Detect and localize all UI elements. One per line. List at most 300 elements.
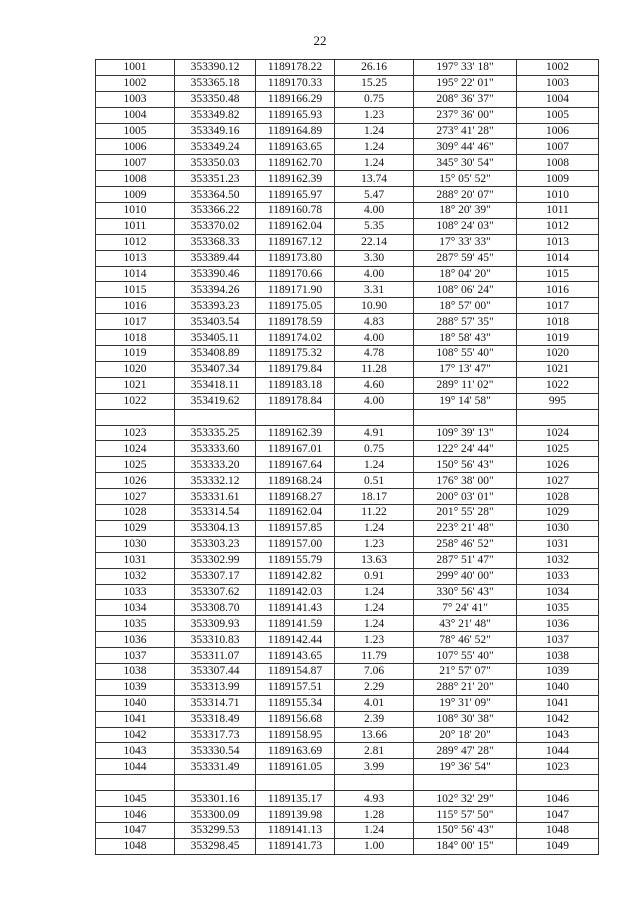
point-id-cell: 1048 (96, 838, 175, 854)
bearing-cell: 150° 56' 43" (414, 822, 517, 838)
table-row (96, 266, 599, 282)
y-coordinate-cell: 1189168.24 (256, 473, 335, 489)
next-point-cell: 1006 (517, 123, 599, 139)
bearing-cell: 108° 30' 38" (414, 711, 517, 727)
point-id-cell: 1013 (96, 250, 175, 266)
distance-cell: 0.91 (335, 568, 414, 584)
next-point-cell: 1032 (517, 552, 599, 568)
y-coordinate-cell: 1189167.01 (256, 441, 335, 457)
y-coordinate-cell: 1189160.78 (256, 203, 335, 219)
bearing-cell (414, 409, 517, 425)
next-point-cell: 1016 (517, 282, 599, 298)
next-point-cell: 1015 (517, 266, 599, 282)
point-id-cell: 1014 (96, 266, 175, 282)
x-coordinate-cell: 353390.12 (175, 60, 256, 76)
bearing-cell: 115° 57' 50" (414, 807, 517, 823)
distance-cell: 4.01 (335, 695, 414, 711)
x-coordinate-cell: 353389.44 (175, 250, 256, 266)
next-point-cell: 1048 (517, 822, 599, 838)
table-row (96, 441, 599, 457)
table-row (96, 568, 599, 584)
point-id-cell: 1003 (96, 91, 175, 107)
y-coordinate-cell: 1189165.93 (256, 107, 335, 123)
point-id-cell: 1023 (96, 425, 175, 441)
next-point-cell: 1017 (517, 298, 599, 314)
x-coordinate-cell: 353330.54 (175, 743, 256, 759)
y-coordinate-cell: 1189163.69 (256, 743, 335, 759)
distance-cell: 2.39 (335, 711, 414, 727)
distance-cell: 3.99 (335, 759, 414, 775)
x-coordinate-cell: 353307.62 (175, 584, 256, 600)
y-coordinate-cell: 1189139.98 (256, 807, 335, 823)
point-id-cell: 1027 (96, 489, 175, 505)
table-row (96, 330, 599, 346)
bearing-cell: 258° 46' 52" (414, 536, 517, 552)
bearing-cell: 201° 55' 28" (414, 505, 517, 521)
y-coordinate-cell: 1189162.70 (256, 155, 335, 171)
bearing-cell: 107° 55' 40" (414, 648, 517, 664)
distance-cell: 3.31 (335, 282, 414, 298)
table-row (96, 91, 599, 107)
x-coordinate-cell: 353365.18 (175, 75, 256, 91)
bearing-cell: 200° 03' 01" (414, 489, 517, 505)
next-point-cell: 1040 (517, 679, 599, 695)
x-coordinate-cell: 353335.25 (175, 425, 256, 441)
y-coordinate-cell: 1189141.13 (256, 822, 335, 838)
next-point-cell: 1008 (517, 155, 599, 171)
page-number: 22 (313, 33, 327, 48)
y-coordinate-cell: 1189157.85 (256, 520, 335, 536)
table-row (96, 743, 599, 759)
bearing-cell: 7° 24' 41" (414, 600, 517, 616)
y-coordinate-cell: 1189178.59 (256, 314, 335, 330)
y-coordinate-cell: 1189163.65 (256, 139, 335, 155)
y-coordinate-cell: 1189179.84 (256, 361, 335, 377)
y-coordinate-cell: 1189155.34 (256, 695, 335, 711)
distance-cell: 4.00 (335, 330, 414, 346)
next-point-cell: 1030 (517, 520, 599, 536)
y-coordinate-cell: 1189167.64 (256, 457, 335, 473)
x-coordinate-cell: 353299.53 (175, 822, 256, 838)
y-coordinate-cell: 1189167.12 (256, 234, 335, 250)
next-point-cell: 995 (517, 393, 599, 409)
table-row (96, 377, 599, 393)
next-point-cell: 1036 (517, 616, 599, 632)
y-coordinate-cell: 1189154.87 (256, 663, 335, 679)
point-id-cell: 1025 (96, 457, 175, 473)
bearing-cell: 288° 57' 35" (414, 314, 517, 330)
x-coordinate-cell: 353307.44 (175, 663, 256, 679)
y-coordinate-cell: 1189174.02 (256, 330, 335, 346)
next-point-cell: 1038 (517, 648, 599, 664)
point-id-cell: 1038 (96, 663, 175, 679)
y-coordinate-cell: 1189141.59 (256, 616, 335, 632)
y-coordinate-cell: 1189143.65 (256, 648, 335, 664)
bearing-cell: 78° 46' 52" (414, 632, 517, 648)
distance-cell: 1.24 (335, 520, 414, 536)
y-coordinate-cell: 1189135.17 (256, 791, 335, 807)
x-coordinate-cell: 353349.82 (175, 107, 256, 123)
x-coordinate-cell: 353366.22 (175, 203, 256, 219)
y-coordinate-cell: 1189162.04 (256, 218, 335, 234)
x-coordinate-cell: 353314.71 (175, 695, 256, 711)
x-coordinate-cell: 353368.33 (175, 234, 256, 250)
next-point-cell (517, 409, 599, 425)
bearing-cell (414, 775, 517, 791)
bearing-cell: 176° 38' 00" (414, 473, 517, 489)
x-coordinate-cell: 353351.23 (175, 171, 256, 187)
table-row (96, 123, 599, 139)
bearing-cell: 288° 21' 20" (414, 679, 517, 695)
distance-cell: 1.23 (335, 107, 414, 123)
table-row (96, 425, 599, 441)
point-id-cell: 1026 (96, 473, 175, 489)
x-coordinate-cell: 353349.24 (175, 139, 256, 155)
separator-row (96, 409, 599, 425)
y-coordinate-cell: 1189161.05 (256, 759, 335, 775)
next-point-cell: 1005 (517, 107, 599, 123)
next-point-cell: 1027 (517, 473, 599, 489)
point-id-cell: 1018 (96, 330, 175, 346)
bearing-cell: 15° 05' 52" (414, 171, 517, 187)
bearing-cell: 288° 20' 07" (414, 187, 517, 203)
point-id-cell: 1024 (96, 441, 175, 457)
table-row (96, 218, 599, 234)
y-coordinate-cell: 1189158.95 (256, 727, 335, 743)
table-row (96, 171, 599, 187)
y-coordinate-cell: 1189165.97 (256, 187, 335, 203)
point-id-cell: 1042 (96, 727, 175, 743)
point-id-cell: 1041 (96, 711, 175, 727)
x-coordinate-cell: 353301.16 (175, 791, 256, 807)
point-id-cell: 1047 (96, 822, 175, 838)
next-point-cell: 1049 (517, 838, 599, 854)
bearing-cell: 18° 20' 39" (414, 203, 517, 219)
distance-cell: 18.17 (335, 489, 414, 505)
distance-cell: 1.24 (335, 457, 414, 473)
x-coordinate-cell: 353419.62 (175, 393, 256, 409)
table-row (96, 203, 599, 219)
y-coordinate-cell: 1189168.27 (256, 489, 335, 505)
bearing-cell: 18° 57' 00" (414, 298, 517, 314)
x-coordinate-cell (175, 775, 256, 791)
table-row (96, 695, 599, 711)
point-id-cell: 1004 (96, 107, 175, 123)
distance-cell: 1.28 (335, 807, 414, 823)
distance-cell: 1.24 (335, 155, 414, 171)
distance-cell: 4.78 (335, 346, 414, 362)
distance-cell: 1.23 (335, 536, 414, 552)
distance-cell: 1.24 (335, 139, 414, 155)
distance-cell: 13.66 (335, 727, 414, 743)
x-coordinate-cell: 353317.73 (175, 727, 256, 743)
x-coordinate-cell: 353394.26 (175, 282, 256, 298)
table-row (96, 234, 599, 250)
point-id-cell: 1033 (96, 584, 175, 600)
x-coordinate-cell: 353403.54 (175, 314, 256, 330)
x-coordinate-cell: 353332.12 (175, 473, 256, 489)
x-coordinate-cell: 353333.20 (175, 457, 256, 473)
next-point-cell: 1022 (517, 377, 599, 393)
x-coordinate-cell: 353302.99 (175, 552, 256, 568)
table-row (96, 759, 599, 775)
x-coordinate-cell: 353304.13 (175, 520, 256, 536)
x-coordinate-cell: 353331.49 (175, 759, 256, 775)
separator-row (96, 775, 599, 791)
y-coordinate-cell: 1189170.66 (256, 266, 335, 282)
point-id-cell: 1032 (96, 568, 175, 584)
y-coordinate-cell: 1189178.84 (256, 393, 335, 409)
next-point-cell: 1026 (517, 457, 599, 473)
coordinates-table-body (96, 60, 599, 855)
next-point-cell: 1002 (517, 60, 599, 76)
table-row (96, 361, 599, 377)
bearing-cell: 289° 47' 28" (414, 743, 517, 759)
bearing-cell: 18° 04' 20" (414, 266, 517, 282)
point-id-cell: 1012 (96, 234, 175, 250)
table-row (96, 520, 599, 536)
bearing-cell: 289° 11' 02" (414, 377, 517, 393)
y-coordinate-cell: 1189162.04 (256, 505, 335, 521)
bearing-cell: 184° 00' 15" (414, 838, 517, 854)
table-row (96, 393, 599, 409)
bearing-cell: 21° 57' 07" (414, 663, 517, 679)
bearing-cell: 20° 18' 20" (414, 727, 517, 743)
table-row (96, 807, 599, 823)
point-id-cell: 1008 (96, 171, 175, 187)
y-coordinate-cell: 1189141.73 (256, 838, 335, 854)
bearing-cell: 19° 31' 09" (414, 695, 517, 711)
distance-cell: 4.60 (335, 377, 414, 393)
distance-cell: 4.83 (335, 314, 414, 330)
table-row (96, 663, 599, 679)
x-coordinate-cell: 353314.54 (175, 505, 256, 521)
point-id-cell: 1035 (96, 616, 175, 632)
next-point-cell: 1014 (517, 250, 599, 266)
y-coordinate-cell: 1189157.00 (256, 536, 335, 552)
distance-cell: 1.24 (335, 584, 414, 600)
distance-cell: 4.91 (335, 425, 414, 441)
point-id-cell: 1034 (96, 600, 175, 616)
bearing-cell: 150° 56' 43" (414, 457, 517, 473)
table-row (96, 616, 599, 632)
x-coordinate-cell: 353333.60 (175, 441, 256, 457)
bearing-cell: 122° 24' 44" (414, 441, 517, 457)
next-point-cell: 1013 (517, 234, 599, 250)
x-coordinate-cell: 353309.93 (175, 616, 256, 632)
next-point-cell: 1025 (517, 441, 599, 457)
distance-cell: 2.81 (335, 743, 414, 759)
bearing-cell: 345° 30' 54" (414, 155, 517, 171)
point-id-cell: 1030 (96, 536, 175, 552)
x-coordinate-cell: 353313.99 (175, 679, 256, 695)
y-coordinate-cell: 1189178.22 (256, 60, 335, 76)
distance-cell: 4.00 (335, 393, 414, 409)
point-id-cell: 1031 (96, 552, 175, 568)
distance-cell: 1.23 (335, 632, 414, 648)
table-row (96, 648, 599, 664)
distance-cell: 13.74 (335, 171, 414, 187)
table-row (96, 298, 599, 314)
next-point-cell: 1039 (517, 663, 599, 679)
point-id-cell: 1046 (96, 807, 175, 823)
point-id-cell: 1037 (96, 648, 175, 664)
distance-cell (335, 409, 414, 425)
point-id-cell: 1040 (96, 695, 175, 711)
x-coordinate-cell: 353407.34 (175, 361, 256, 377)
table-row (96, 791, 599, 807)
bearing-cell: 19° 14' 58" (414, 393, 517, 409)
bearing-cell: 309° 44' 46" (414, 139, 517, 155)
next-point-cell (517, 775, 599, 791)
next-point-cell: 1004 (517, 91, 599, 107)
distance-cell: 3.30 (335, 250, 414, 266)
y-coordinate-cell: 1189170.33 (256, 75, 335, 91)
table-row (96, 107, 599, 123)
next-point-cell: 1033 (517, 568, 599, 584)
point-id-cell (96, 775, 175, 791)
bearing-cell: 299° 40' 00" (414, 568, 517, 584)
point-id-cell: 1017 (96, 314, 175, 330)
distance-cell: 5.35 (335, 218, 414, 234)
distance-cell: 2.29 (335, 679, 414, 695)
bearing-cell: 19° 36' 54" (414, 759, 517, 775)
bearing-cell: 287° 51' 47" (414, 552, 517, 568)
point-id-cell: 1016 (96, 298, 175, 314)
y-coordinate-cell: 1189157.51 (256, 679, 335, 695)
x-coordinate-cell: 353390.46 (175, 266, 256, 282)
table-row (96, 711, 599, 727)
next-point-cell: 1011 (517, 203, 599, 219)
x-coordinate-cell: 353331.61 (175, 489, 256, 505)
y-coordinate-cell: 1189142.82 (256, 568, 335, 584)
x-coordinate-cell: 353393.23 (175, 298, 256, 314)
next-point-cell: 1029 (517, 505, 599, 521)
distance-cell: 0.51 (335, 473, 414, 489)
y-coordinate-cell: 1189141.43 (256, 600, 335, 616)
y-coordinate-cell: 1189162.39 (256, 171, 335, 187)
distance-cell (335, 775, 414, 791)
x-coordinate-cell: 353349.16 (175, 123, 256, 139)
bearing-cell: 18° 58' 43" (414, 330, 517, 346)
next-point-cell: 1047 (517, 807, 599, 823)
table-row (96, 632, 599, 648)
point-id-cell: 1007 (96, 155, 175, 171)
next-point-cell: 1044 (517, 743, 599, 759)
x-coordinate-cell: 353350.03 (175, 155, 256, 171)
y-coordinate-cell: 1189173.80 (256, 250, 335, 266)
next-point-cell: 1010 (517, 187, 599, 203)
next-point-cell: 1021 (517, 361, 599, 377)
bearing-cell: 108° 24' 03" (414, 218, 517, 234)
next-point-cell: 1020 (517, 346, 599, 362)
table-row (96, 584, 599, 600)
bearing-cell: 195° 22' 01" (414, 75, 517, 91)
point-id-cell: 1043 (96, 743, 175, 759)
next-point-cell: 1007 (517, 139, 599, 155)
x-coordinate-cell: 353300.09 (175, 807, 256, 823)
point-id-cell: 1036 (96, 632, 175, 648)
distance-cell: 0.75 (335, 91, 414, 107)
x-coordinate-cell: 353370.02 (175, 218, 256, 234)
next-point-cell: 1018 (517, 314, 599, 330)
bearing-cell: 17° 13' 47" (414, 361, 517, 377)
distance-cell: 7.06 (335, 663, 414, 679)
next-point-cell: 1024 (517, 425, 599, 441)
y-coordinate-cell: 1189155.79 (256, 552, 335, 568)
table-row (96, 489, 599, 505)
table-row (96, 282, 599, 298)
table-row (96, 60, 599, 76)
y-coordinate-cell: 1189142.44 (256, 632, 335, 648)
point-id-cell: 1045 (96, 791, 175, 807)
x-coordinate-cell: 353307.17 (175, 568, 256, 584)
bearing-cell: 17° 33' 33" (414, 234, 517, 250)
point-id-cell: 1020 (96, 361, 175, 377)
x-coordinate-cell: 353350.48 (175, 91, 256, 107)
y-coordinate-cell: 1189175.32 (256, 346, 335, 362)
table-row (96, 457, 599, 473)
x-coordinate-cell: 353298.45 (175, 838, 256, 854)
point-id-cell: 1001 (96, 60, 175, 76)
x-coordinate-cell: 353303.23 (175, 536, 256, 552)
point-id-cell: 1039 (96, 679, 175, 695)
next-point-cell: 1043 (517, 727, 599, 743)
distance-cell: 13.63 (335, 552, 414, 568)
table-row (96, 838, 599, 854)
table-row (96, 314, 599, 330)
distance-cell: 10.90 (335, 298, 414, 314)
y-coordinate-cell: 1189156.68 (256, 711, 335, 727)
table-row (96, 346, 599, 362)
distance-cell: 4.93 (335, 791, 414, 807)
distance-cell: 1.00 (335, 838, 414, 854)
table-row (96, 75, 599, 91)
next-point-cell: 1012 (517, 218, 599, 234)
bearing-cell: 108° 55' 40" (414, 346, 517, 362)
distance-cell: 11.22 (335, 505, 414, 521)
y-coordinate-cell: 1189164.89 (256, 123, 335, 139)
distance-cell: 1.24 (335, 616, 414, 632)
distance-cell: 4.00 (335, 266, 414, 282)
y-coordinate-cell (256, 409, 335, 425)
point-id-cell: 1028 (96, 505, 175, 521)
distance-cell: 1.24 (335, 822, 414, 838)
bearing-cell: 102° 32' 29" (414, 791, 517, 807)
distance-cell: 1.24 (335, 123, 414, 139)
y-coordinate-cell: 1189142.03 (256, 584, 335, 600)
next-point-cell: 1023 (517, 759, 599, 775)
point-id-cell: 1029 (96, 520, 175, 536)
next-point-cell: 1003 (517, 75, 599, 91)
x-coordinate-cell: 353405.11 (175, 330, 256, 346)
point-id-cell: 1002 (96, 75, 175, 91)
y-coordinate-cell: 1189183.18 (256, 377, 335, 393)
next-point-cell: 1028 (517, 489, 599, 505)
bearing-cell: 43° 21' 48" (414, 616, 517, 632)
x-coordinate-cell: 353418.11 (175, 377, 256, 393)
point-id-cell: 1015 (96, 282, 175, 298)
point-id-cell: 1021 (96, 377, 175, 393)
next-point-cell: 1034 (517, 584, 599, 600)
distance-cell: 5.47 (335, 187, 414, 203)
next-point-cell: 1035 (517, 600, 599, 616)
table-row (96, 250, 599, 266)
table-row (96, 536, 599, 552)
distance-cell: 11.28 (335, 361, 414, 377)
point-id-cell: 1006 (96, 139, 175, 155)
next-point-cell: 1031 (517, 536, 599, 552)
